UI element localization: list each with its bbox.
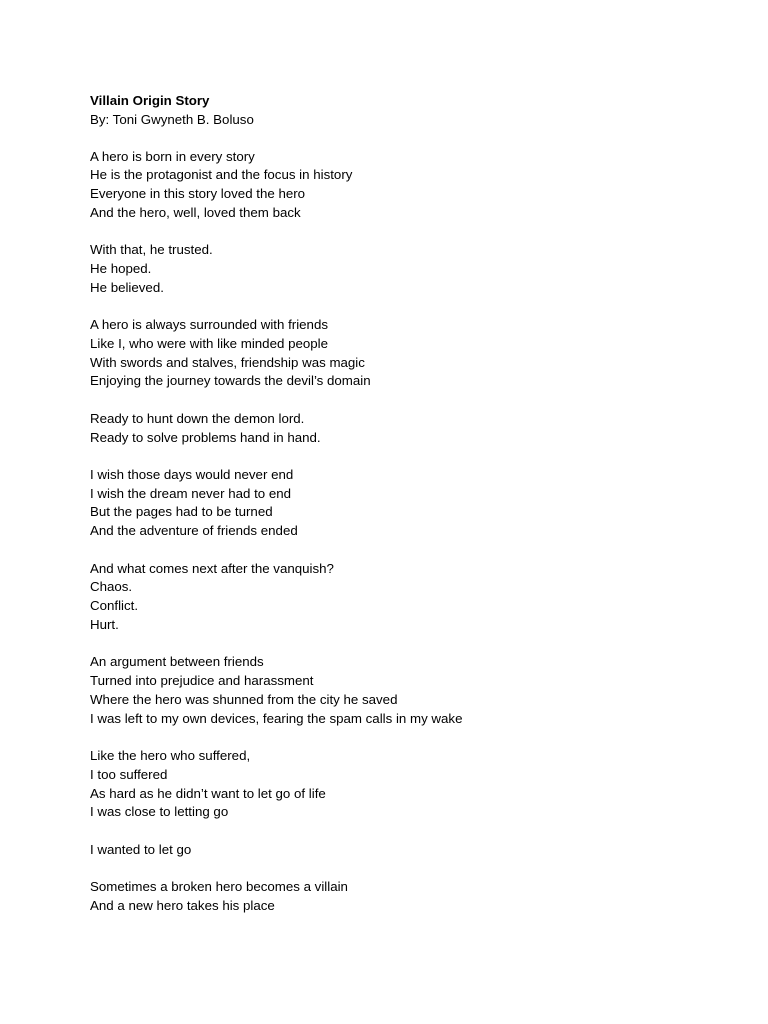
stanza: [90, 466, 730, 541]
poem-line: I was left to my own devices, fearing the spam calls in my wake: [90, 710, 463, 726]
poem-line: And the hero, well, loved them back: [90, 204, 301, 220]
poem-line: With swords and stalves, friendship was magic: [90, 354, 365, 370]
stanza: [90, 747, 730, 822]
stanza: [90, 653, 730, 728]
poem-line: He is the protagonist and the focus in history: [90, 167, 353, 183]
poem-body: [90, 148, 730, 916]
poem-line: He hoped.: [90, 260, 152, 276]
stanza: [90, 148, 730, 223]
poem-line: Hurt.: [90, 616, 119, 632]
poem-line: And the adventure of friends ended: [90, 523, 298, 539]
poem-line: I too suffered: [90, 766, 168, 782]
poem-line: I wish the dream never had to end: [90, 485, 292, 501]
poem-line: Conflict.: [90, 598, 139, 614]
stanza: [90, 878, 730, 916]
poem-byline: By: Toni Gwyneth B. Boluso: [90, 112, 254, 127]
poem-line: And what comes next after the vanquish?: [90, 560, 334, 576]
poem-line: Turned into prejudice and harassment: [90, 673, 314, 689]
poem-line: But the pages had to be turned: [90, 504, 273, 520]
poem-line: Ready to hunt down the demon lord.: [90, 410, 305, 426]
stanza: [90, 241, 730, 297]
poem-line: He believed.: [90, 279, 164, 295]
poem-line: Like the hero who suffered,: [90, 747, 251, 763]
poem-line: Everyone in this story loved the hero: [90, 186, 306, 202]
poem-line: As hard as he didn’t want to let go of life: [90, 785, 326, 801]
poem-line: Enjoying the journey towards the devil’s domain: [90, 373, 371, 389]
poem-line: I wish those days would never end: [90, 466, 294, 482]
document-page: [90, 91, 730, 916]
poem-line: Chaos.: [90, 579, 133, 595]
poem-line: With that, he trusted.: [90, 242, 213, 258]
poem-line: Sometimes a broken hero becomes a villain: [90, 878, 348, 894]
poem-line: A hero is born in every story: [90, 148, 255, 164]
poem-line: Ready to solve problems hand in hand.: [90, 429, 321, 445]
poem-line: A hero is always surrounded with friends: [90, 317, 328, 333]
poem-title: Villain Origin Story: [90, 93, 210, 108]
stanza: [90, 410, 730, 448]
poem-line: I wanted to let go: [90, 841, 192, 857]
poem-line: Where the hero was shunned from the city he saved: [90, 691, 398, 707]
poem-line: Like I, who were with like minded people: [90, 335, 328, 351]
poem-line: And a new hero takes his place: [90, 897, 275, 913]
stanza: [90, 560, 730, 635]
poem-line: I was close to letting go: [90, 804, 229, 820]
stanza: [90, 316, 730, 391]
poem-line: An argument between friends: [90, 654, 264, 670]
stanza: [90, 841, 730, 860]
